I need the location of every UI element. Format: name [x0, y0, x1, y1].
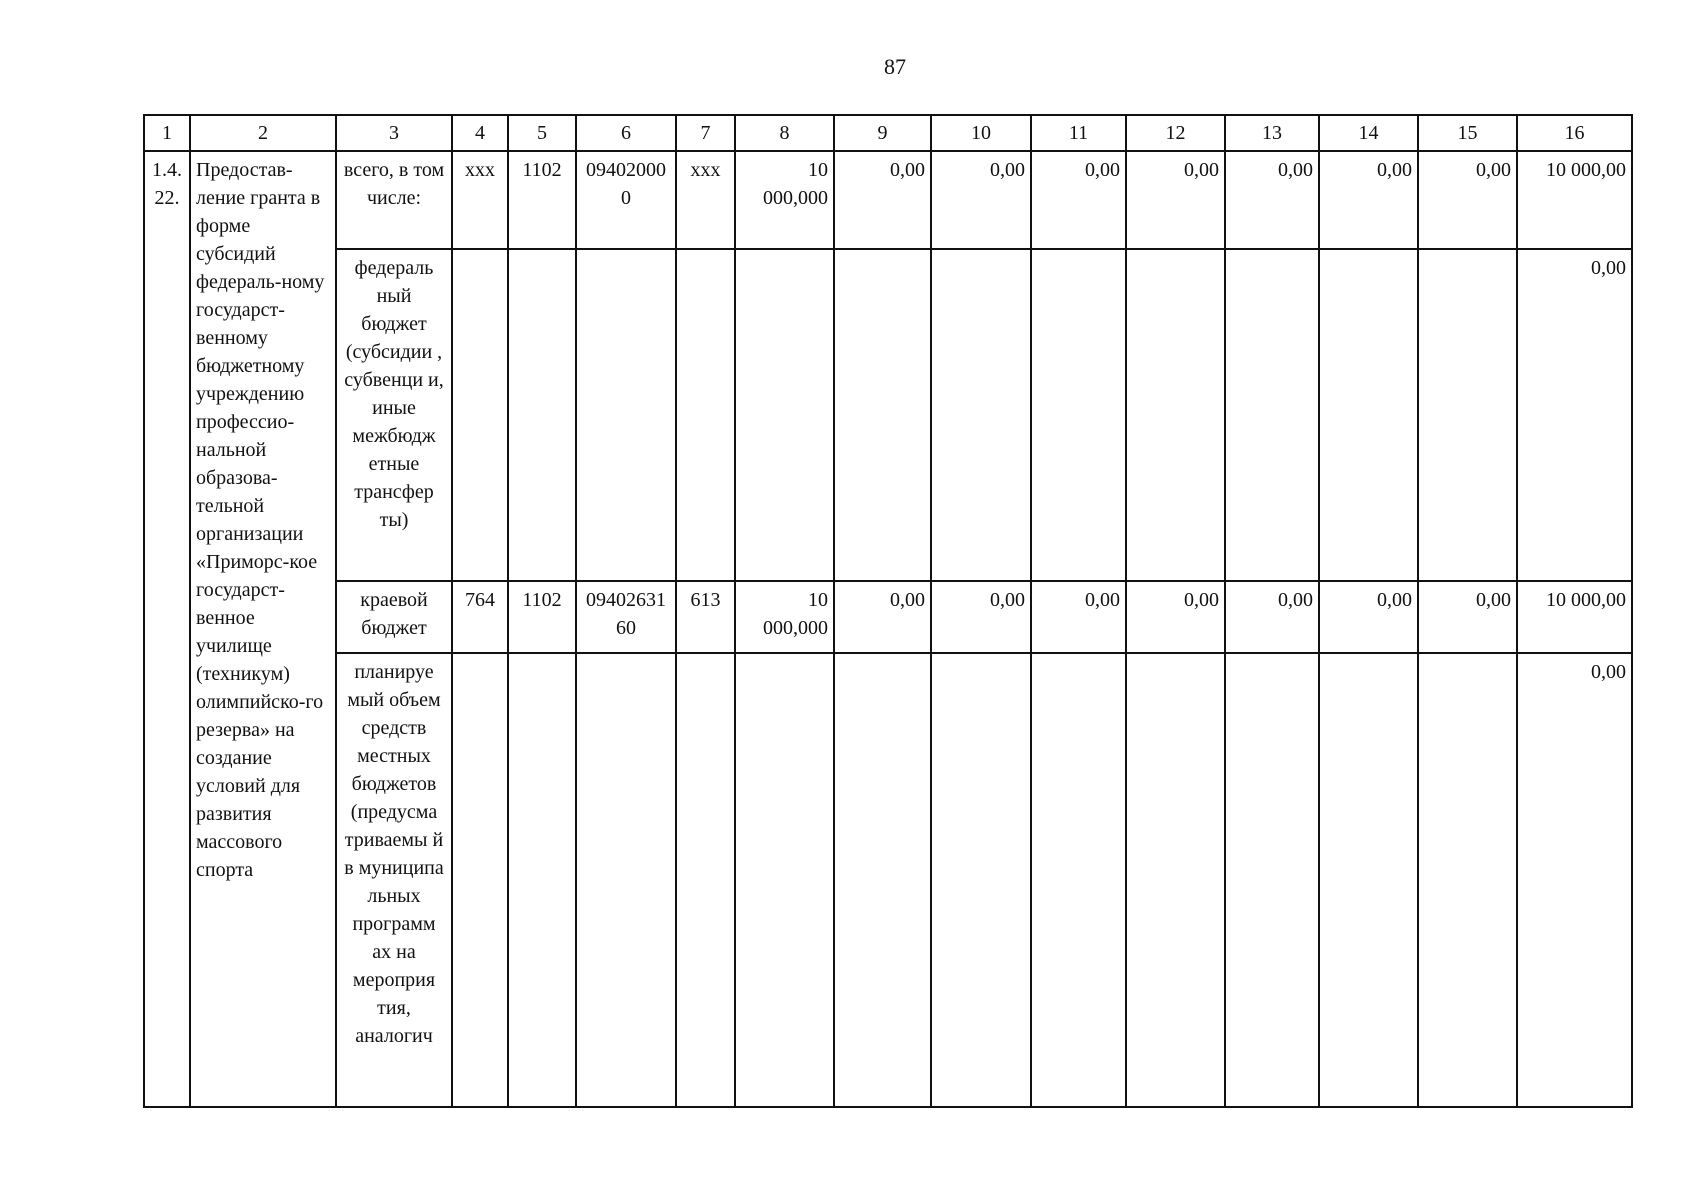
table-cell: 10 000,00: [1517, 151, 1632, 249]
table-cell: 0,00: [1319, 581, 1418, 653]
funding-source-cell: федераль ный бюджет (субсидии , субвенци и, иные межбюдж етные трансфер ты): [336, 249, 452, 581]
funding-source-cell: планируе мый объем средств местных бюджетов (предусма триваемы й в муниципа льных программ ах на мероприя тия, аналогич: [336, 653, 452, 1107]
item-description-cell: Предостав-ление гранта в форме субсидий федераль-ному государст-венному бюджетному учреждению профессио-нальной образова-тельной организации «Приморс-кое государст-венное училище (техникум) олимпийско-го резерва» на создание условий для развития массового спорта: [190, 151, 336, 1107]
table-cell: 10 000,00: [1517, 581, 1632, 653]
page-number: 87: [884, 54, 906, 79]
table-cell: 0,00: [1517, 249, 1632, 581]
item-number-cell: 1.4.22.: [144, 151, 190, 1107]
table-cell: 0,00: [1031, 151, 1126, 249]
table-row: [144, 249, 1632, 581]
column-header: 3: [336, 115, 452, 151]
table-cell: ххх: [676, 151, 735, 249]
table-cell: [508, 249, 576, 581]
table-cell: [1319, 249, 1418, 581]
table-cell: [508, 653, 576, 1107]
column-header: 9: [834, 115, 931, 151]
table-cell: [1126, 249, 1225, 581]
table-cell: 764: [452, 581, 508, 653]
table-cell: [452, 249, 508, 581]
column-header: 16: [1517, 115, 1632, 151]
table-cell: 0,00: [834, 581, 931, 653]
table-cell: [676, 653, 735, 1107]
column-number-row: [144, 115, 1632, 151]
column-header: 14: [1319, 115, 1418, 151]
column-header: 8: [735, 115, 834, 151]
table-cell: 0,00: [1225, 151, 1319, 249]
table-cell: 0,00: [1517, 653, 1632, 1107]
table-cell: 0,00: [1126, 151, 1225, 249]
table-cell: [1225, 249, 1319, 581]
table-cell: [834, 653, 931, 1107]
table-cell: [931, 249, 1031, 581]
table-cell: 0,00: [1225, 581, 1319, 653]
column-header: 13: [1225, 115, 1319, 151]
table-cell: 1102: [508, 581, 576, 653]
budget-table: [143, 114, 1633, 1108]
table-cell: [834, 249, 931, 581]
table-cell: 10 000,000: [735, 581, 834, 653]
funding-source-cell: всего, в том числе:: [336, 151, 452, 249]
table-cell: [1418, 249, 1517, 581]
table-cell: [1319, 653, 1418, 1107]
table-cell: [735, 249, 834, 581]
table-cell: 0,00: [1031, 581, 1126, 653]
column-header: 11: [1031, 115, 1126, 151]
table-cell: [1031, 249, 1126, 581]
table-cell: 0,00: [1126, 581, 1225, 653]
table-cell: [735, 653, 834, 1107]
table-row: [144, 151, 1632, 249]
table-cell: 094020000: [576, 151, 676, 249]
table-cell: 0,00: [1319, 151, 1418, 249]
table-cell: 0940263160: [576, 581, 676, 653]
column-header: 15: [1418, 115, 1517, 151]
table-cell: [1225, 653, 1319, 1107]
table-row: [144, 653, 1632, 1107]
column-header: 10: [931, 115, 1031, 151]
column-header: 6: [576, 115, 676, 151]
table-cell: [576, 653, 676, 1107]
column-header: 7: [676, 115, 735, 151]
column-header: 5: [508, 115, 576, 151]
table-cell: 10 000,000: [735, 151, 834, 249]
column-header: 2: [190, 115, 336, 151]
table-cell: 613: [676, 581, 735, 653]
table-cell: [1418, 653, 1517, 1107]
table-row: [144, 581, 1632, 653]
table-cell: 0,00: [931, 151, 1031, 249]
table-cell: ххх: [452, 151, 508, 249]
table-cell: 0,00: [1418, 581, 1517, 653]
funding-source-cell: краевой бюджет: [336, 581, 452, 653]
table-cell: 0,00: [1418, 151, 1517, 249]
column-header: 1: [144, 115, 190, 151]
table-cell: [1031, 653, 1126, 1107]
column-header: 12: [1126, 115, 1225, 151]
table-cell: [931, 653, 1031, 1107]
table-cell: 0,00: [931, 581, 1031, 653]
table-cell: [576, 249, 676, 581]
table-cell: 0,00: [834, 151, 931, 249]
table-cell: [676, 249, 735, 581]
column-header: 4: [452, 115, 508, 151]
table-cell: [452, 653, 508, 1107]
table-cell: [1126, 653, 1225, 1107]
table-cell: 1102: [508, 151, 576, 249]
